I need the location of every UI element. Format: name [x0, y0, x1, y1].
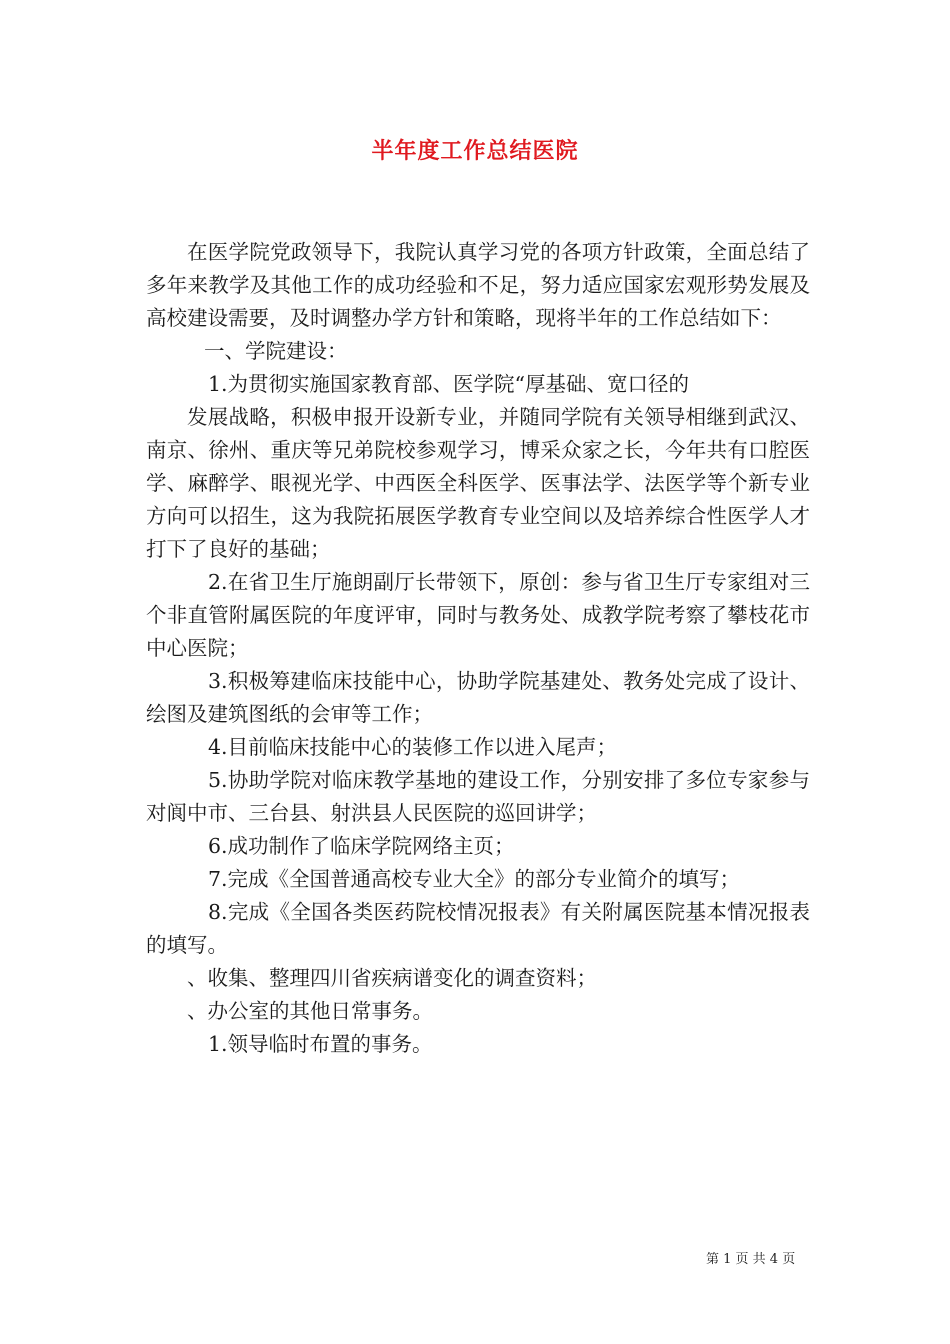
- section-heading-collect: 、收集、整理四川省疾病谱变化的调查资料；: [187, 966, 597, 990]
- list-item-7: 7.完成《全国普通高校专业大全》的部分专业简介的填写；: [208, 867, 741, 891]
- page-number-footer: 第 1 页 共 4 页: [706, 1252, 796, 1267]
- list-item-2: 2.在省卫生厅施朗副厅长带领下，原创：参与省卫生厅专家组对三个非直管附属医院的年度评审，同时与教务处、成教学院考察了攀枝花市中心医院；: [146, 570, 810, 660]
- list-item-3: 3.积极筹建临床技能中心，协助学院基建处、教务处完成了设计、绘图及建筑图纸的会审等工作；: [146, 669, 810, 726]
- section-heading-office: 、办公室的其他日常事务。: [187, 999, 433, 1023]
- list-item-5: 5.协助学院对临床教学基地的建设工作，分别安排了多位专家参与对阆中市、三台县、射洪县人民医院的巡回讲学；: [146, 768, 810, 825]
- list-item-6: 6.成功制作了临床学院网络主页；: [208, 834, 515, 858]
- list-item-office-1: 1.领导临时布置的事务。: [208, 1032, 433, 1056]
- document-title: 半年度工作总结医院: [371, 138, 579, 164]
- list-item-8: 8.完成《全国各类医药院校情况报表》有关附属医院基本情况报表的填写。: [146, 900, 810, 957]
- paragraph-intro: 在医学院党政领导下，我院认真学习党的各项方针政策，全面总结了多年来教学及其他工作的成功经验和不足，努力适应国家宏观形势发展及高校建设需要，及时调整办学方针和策略，现将半年的工作总结如下：: [146, 240, 810, 330]
- list-item-4: 4.目前临床技能中心的装修工作以进入尾声；: [208, 735, 618, 759]
- document-body: [146, 236, 810, 1061]
- list-item-1: 1.为贯彻实施国家教育部、医学院“厚基础、宽口径的: [208, 372, 690, 396]
- section-heading-1: 一、学院建设：: [204, 339, 348, 363]
- paragraph-item-1-continued: 发展战略，积极申报开设新专业，并随同学院有关领导相继到武汉、南京、徐州、重庆等兄弟院校参观学习，博采众家之长，今年共有口腔医学、麻醉学、眼视光学、中西医全科医学、医事法学、法医学等个新专业方向可以招生，这为我院拓展医学教育专业空间以及培养综合性医学人才打下了良好的基础；: [146, 405, 810, 561]
